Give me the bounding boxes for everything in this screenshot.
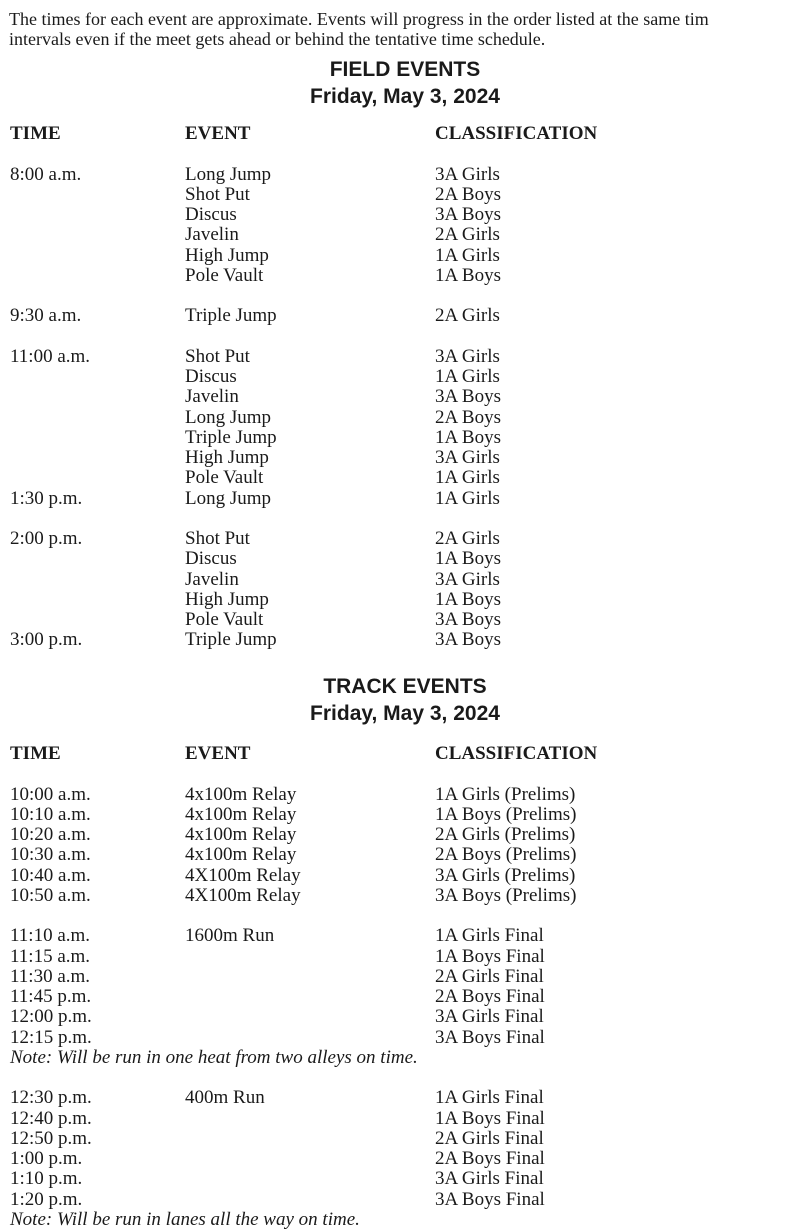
field-classification-cell: 1A Girls — [435, 488, 500, 509]
field-time-cell: 1:30 p.m. — [10, 488, 83, 509]
field-row — [0, 367, 789, 387]
field-classification-cell: 2A Girls — [435, 528, 500, 549]
field-event-cell: Triple Jump — [185, 629, 277, 650]
track-note-400m: Note: Will be run in lanes all the way on time. — [10, 1209, 360, 1230]
track-header-classification: CLASSIFICATION — [435, 743, 598, 764]
track-time-cell: 10:00 a.m. — [10, 784, 91, 805]
track-row — [0, 825, 789, 845]
field-event-cell: Shot Put — [185, 346, 250, 367]
field-classification-cell: 1A Girls — [435, 366, 500, 387]
track-header-event: EVENT — [185, 743, 251, 764]
track-row — [0, 866, 789, 886]
track-time-cell: 1:20 p.m. — [10, 1189, 83, 1210]
field-event-cell: Javelin — [185, 569, 239, 590]
track-event-cell: 4x100m Relay — [185, 804, 297, 825]
field-header-time: TIME — [10, 123, 61, 144]
track-row — [0, 1007, 789, 1027]
field-event-cell: Shot Put — [185, 528, 250, 549]
field-row — [0, 387, 789, 407]
track-row — [0, 1190, 789, 1210]
field-event-cell: Long Jump — [185, 488, 272, 509]
track-time-cell: 11:30 a.m. — [10, 966, 91, 987]
field-event-cell: Discus — [185, 548, 237, 569]
intro-paragraph — [9, 9, 789, 49]
track-event-cell: 4X100m Relay — [185, 865, 301, 886]
track-classification-cell: 2A Boys (Prelims) — [435, 844, 577, 865]
track-row — [0, 1028, 789, 1048]
track-classification-cell: 3A Girls Final — [435, 1168, 544, 1189]
track-classification-cell: 2A Boys Final — [435, 986, 545, 1007]
intro-line-1: The times for each event are approximate. Events will progress in the order listed at the same tim — [9, 9, 709, 29]
track-row — [0, 926, 789, 946]
field-row — [0, 428, 789, 448]
field-event-cell: Javelin — [185, 386, 239, 407]
track-events-date: Friday, May 3, 2024 — [310, 702, 500, 725]
field-classification-cell: 2A Girls — [435, 224, 500, 245]
field-time-cell: 3:00 p.m. — [10, 629, 83, 650]
field-classification-cell: 1A Boys — [435, 427, 501, 448]
field-event-cell: Long Jump — [185, 164, 272, 185]
track-event-cell: 4X100m Relay — [185, 885, 301, 906]
track-time-cell: 10:50 a.m. — [10, 885, 91, 906]
field-classification-cell: 1A Boys — [435, 548, 501, 569]
track-row — [0, 1129, 789, 1149]
field-event-cell: Pole Vault — [185, 467, 264, 488]
track-time-cell: 10:30 a.m. — [10, 844, 91, 865]
track-time-cell: 10:40 a.m. — [10, 865, 91, 886]
track-classification-cell: 2A Boys Final — [435, 1148, 545, 1169]
track-time-cell: 1:10 p.m. — [10, 1168, 83, 1189]
track-events-title: TRACK EVENTS — [323, 675, 487, 698]
track-row — [0, 1109, 789, 1129]
track-time-cell: 12:40 p.m. — [10, 1108, 92, 1129]
track-classification-cell: 1A Boys Final — [435, 946, 545, 967]
track-event-cell: 4x100m Relay — [185, 844, 297, 865]
field-classification-cell: 3A Girls — [435, 164, 500, 185]
field-row — [0, 448, 789, 468]
field-row — [0, 246, 789, 266]
track-time-cell: 12:30 p.m. — [10, 1087, 92, 1108]
track-row — [0, 1169, 789, 1189]
field-header-classification: CLASSIFICATION — [435, 123, 598, 144]
field-events-title: FIELD EVENTS — [329, 58, 481, 81]
field-row — [0, 165, 789, 185]
field-time-cell: 8:00 a.m. — [10, 164, 82, 185]
track-row — [0, 1088, 789, 1108]
field-time-cell: 11:00 a.m. — [10, 346, 91, 367]
track-time-cell: 12:15 p.m. — [10, 1027, 92, 1048]
field-classification-cell: 1A Boys — [435, 265, 501, 286]
track-event-cell: 1600m Run — [185, 925, 275, 946]
field-row — [0, 549, 789, 569]
field-classification-cell: 1A Boys — [435, 589, 501, 610]
track-time-cell: 11:45 p.m. — [10, 986, 92, 1007]
field-row — [0, 529, 789, 549]
track-classification-cell: 3A Girls (Prelims) — [435, 865, 576, 886]
track-time-cell: 12:50 p.m. — [10, 1128, 92, 1149]
field-event-cell: Long Jump — [185, 407, 272, 428]
field-event-cell: Pole Vault — [185, 609, 264, 630]
track-classification-cell: 2A Girls Final — [435, 966, 544, 987]
field-event-cell: Pole Vault — [185, 265, 264, 286]
track-classification-cell: 1A Girls Final — [435, 1087, 544, 1108]
field-classification-cell: 1A Girls — [435, 245, 500, 266]
field-event-cell: Javelin — [185, 224, 239, 245]
field-event-cell: Triple Jump — [185, 305, 277, 326]
field-event-cell: Shot Put — [185, 184, 250, 205]
track-time-cell: 11:15 a.m. — [10, 946, 91, 967]
field-row — [0, 266, 789, 286]
track-classification-cell: 1A Boys Final — [435, 1108, 545, 1129]
field-row — [0, 347, 789, 367]
field-classification-cell: 3A Boys — [435, 386, 501, 407]
track-row — [0, 987, 789, 1007]
track-row — [0, 1149, 789, 1169]
track-classification-cell: 3A Boys Final — [435, 1189, 545, 1210]
track-note-1600m: Note: Will be run in one heat from two alleys on time. — [10, 1047, 418, 1068]
field-time-cell: 9:30 a.m. — [10, 305, 82, 326]
track-event-cell: 400m Run — [185, 1087, 265, 1108]
track-row — [0, 947, 789, 967]
track-time-cell: 10:10 a.m. — [10, 804, 91, 825]
field-event-cell: High Jump — [185, 245, 269, 266]
field-event-cell: Discus — [185, 366, 237, 387]
field-classification-cell: 3A Boys — [435, 629, 501, 650]
intro-line-2: intervals even if the meet gets ahead or behind the tentative time schedule. — [9, 29, 546, 49]
track-classification-cell: 2A Girls Final — [435, 1128, 544, 1149]
field-classification-cell: 2A Boys — [435, 407, 501, 428]
field-row — [0, 185, 789, 205]
track-row — [0, 805, 789, 825]
field-row — [0, 610, 789, 630]
track-row — [0, 886, 789, 906]
track-classification-cell: 1A Girls (Prelims) — [435, 784, 576, 805]
track-classification-cell: 3A Girls Final — [435, 1006, 544, 1027]
track-time-cell: 11:10 a.m. — [10, 925, 91, 946]
track-classification-cell: 1A Girls Final — [435, 925, 544, 946]
field-classification-cell: 2A Girls — [435, 305, 500, 326]
track-classification-cell: 3A Boys Final — [435, 1027, 545, 1048]
track-time-cell: 1:00 p.m. — [10, 1148, 83, 1169]
field-row — [0, 590, 789, 610]
field-classification-cell: 3A Girls — [435, 346, 500, 367]
track-time-cell: 12:00 p.m. — [10, 1006, 92, 1027]
field-row — [0, 570, 789, 590]
field-events-date: Friday, May 3, 2024 — [310, 85, 500, 108]
track-classification-cell: 3A Boys (Prelims) — [435, 885, 577, 906]
track-row — [0, 967, 789, 987]
field-row — [0, 306, 789, 326]
field-classification-cell: 3A Girls — [435, 447, 500, 468]
field-event-cell: Triple Jump — [185, 427, 277, 448]
track-row — [0, 785, 789, 805]
track-event-cell: 4x100m Relay — [185, 784, 297, 805]
field-row — [0, 468, 789, 488]
field-classification-cell: 3A Boys — [435, 204, 501, 225]
track-time-cell: 10:20 a.m. — [10, 824, 91, 845]
track-classification-cell: 2A Girls (Prelims) — [435, 824, 576, 845]
field-row — [0, 225, 789, 245]
field-row — [0, 489, 789, 509]
field-classification-cell: 1A Girls — [435, 467, 500, 488]
field-event-cell: High Jump — [185, 447, 269, 468]
field-classification-cell: 3A Girls — [435, 569, 500, 590]
field-row — [0, 408, 789, 428]
field-event-cell: High Jump — [185, 589, 269, 610]
track-event-cell: 4x100m Relay — [185, 824, 297, 845]
field-row — [0, 630, 789, 650]
field-time-cell: 2:00 p.m. — [10, 528, 83, 549]
track-classification-cell: 1A Boys (Prelims) — [435, 804, 577, 825]
field-header-event: EVENT — [185, 123, 251, 144]
field-classification-cell: 3A Boys — [435, 609, 501, 630]
field-event-cell: Discus — [185, 204, 237, 225]
field-classification-cell: 2A Boys — [435, 184, 501, 205]
track-header-time: TIME — [10, 743, 61, 764]
field-row — [0, 205, 789, 225]
track-row — [0, 845, 789, 865]
